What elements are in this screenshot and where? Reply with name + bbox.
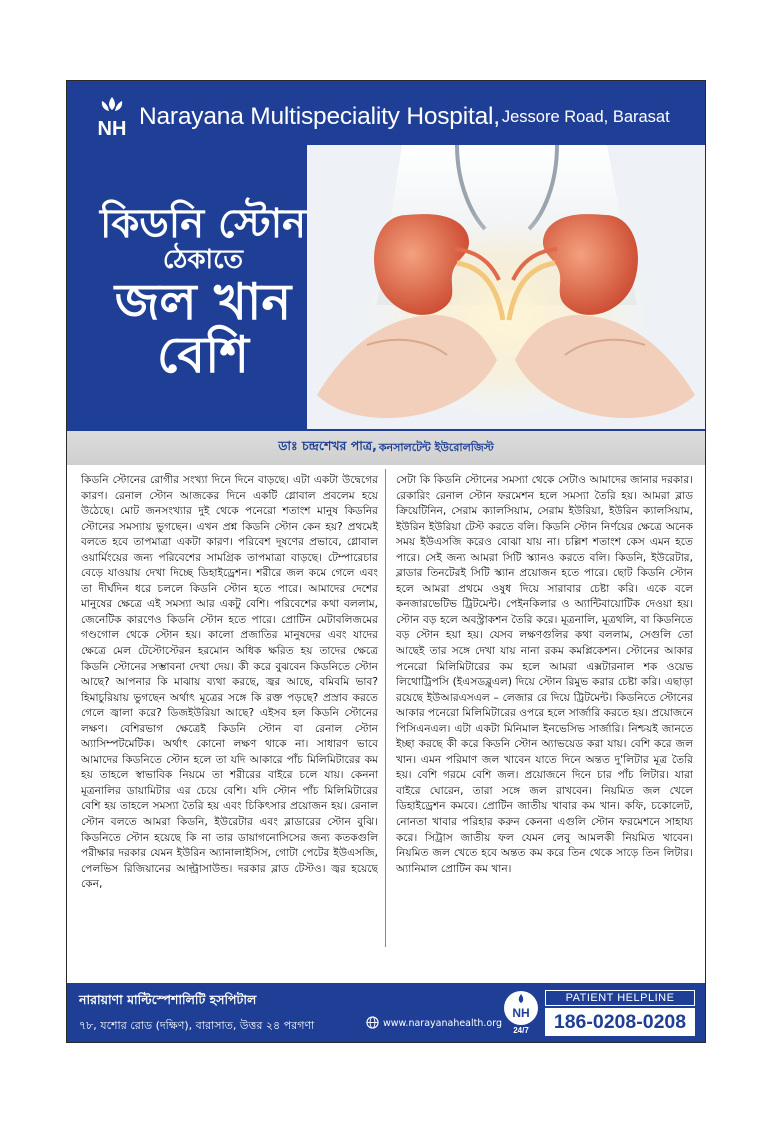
footer-address: ৭৮, যশোর রোড (দক্ষিণ), বারাসাত, উত্তর ২৪ পরগণা xyxy=(79,1019,315,1032)
byline-bar xyxy=(67,431,705,465)
nh-logo-icon xyxy=(89,95,135,139)
footer-website-link[interactable]: www.narayanahealth.org xyxy=(383,1018,502,1029)
helpline-label: PATIENT HELPLINE xyxy=(545,990,695,1006)
column-divider xyxy=(385,469,386,947)
headline-line-1: কিডনি স্টোন xyxy=(99,201,307,247)
kidney-illustration-icon xyxy=(307,145,705,429)
hospital-name: Narayana Multispeciality Hospital, xyxy=(139,103,500,130)
article-body xyxy=(81,473,693,943)
helpline-number[interactable]: 186-0208-0208 xyxy=(545,1008,695,1036)
helpline-logo-text: NH xyxy=(512,1006,530,1020)
footer-bar xyxy=(67,983,705,1042)
hero-banner xyxy=(67,81,705,431)
helpline-nh-logo-icon xyxy=(501,989,541,1035)
helpline-247-text: 24/7 xyxy=(513,1026,529,1035)
footer-hospital-name: নারায়াণা মাল্টিস্পেশালিটি হসপিটাল xyxy=(79,992,257,1007)
article-column-left: কিডনি স্টোনের রোগীর সংখ্যা দিনে দিনে বাড়ছে। এটা একটা উদ্বেগের কারণ। রেনাল স্টোন আজকের দিনে একটি গ্লোবাল প্রবলেম হয়ে উঠেছে। মোট জনসংখ্যার দুই থেকে পনেরো শতাংশ মানুষ কিডনির স্টোনের সমস্যায় ভুগছেন। এখন প্রশ্ন কিডনি স্টোন কেন হয়? প্রথমেই বলতে হবে তাপমাত্রা একটা কারণ। পরিবেশ দূষণের প্রভাবে, গ্লোবাল ওয়ার্মিংয়ের জন্য পরিবেশের সামগ্রিক তাপমাত্রা বাড়ছে। টেম্পারেচার বেড়ে যাওয়ায় দেখা দিচ্ছে ডিহাইড্রেশন। শরীরে জল কমে গেলে এবং তা দীর্ঘদিন ধরে চললে কিডনি স্টোন হতে পারে। আমাদের দেশের মানুষের ক্ষেত্রে এই সমস্যা আর একটু বেশি। পরিবেশের কথা বললাম, জেনেটিক কারণেও কিডনি স্টোন হতে পারে। প্রোটিন মেটাবলিজমের গণ্ডগোল থেকে স্টোন হয়। কালো প্রজাতির মানুষদের এবং যাদের ক্ষেত্রে মেল টেস্টোস্টেরন হরমোন অধিক ক্ষরিত হয় তাদের ক্ষেত্রে কিডনি স্টোনের সম্ভাবনা দেখা দেয়। কী করে বুঝবেন কিডনিতে স্টোন আছে? আপনার কি মাঝায় ব্যথা করছে, জ্বর আছে, বমিবমি ভাব? হিমাচুরিয়ায় ভুগছেন অর্থাৎ মূত্রের সঙ্গে কি রক্ত পড়ছে? প্রস্রাব করতে গেলে জ্বালা করে? ডিজইউরিয়া আছে? এইসব হল কিডনি স্টোনের লক্ষণ। বেশিরভাগ ক্ষেত্রেই কিডনি স্টোন বা রেনাল স্টোন অ্যাসিম্পটমেটিক। অর্থাৎ কোনো লক্ষণ থাকে না। সাধারণ ভাবে আমাদের কিডনিতে স্টোন হলে তা যদি আকারে পাঁচ মিলিমিটারের কম হয় তাহলে স্বাভাবিক নিয়মে তা শরীরের বাইরে চলে যায়। কেননা মূত্রনালির ডায়ামিটার এর চেয়ে বেশি। যদি স্টোন পাঁচ মিলিমিটারের বেশি হয় তাহলে সমস্যা তৈরি হয় এবং চিকিৎসার প্রয়োজন হয়। রেনাল স্টোন বলতে আমরা কিডনি, ইউরেটার এবং ব্লাডারের স্টোন বুঝি। কিডনিতে স্টোন হয়েছে কি না তার ডায়াগনোসিসের জন্য কতকগুলি পরীক্ষার দরকার যেমন ইউরিন অ্যানালাইসিস, গোটা পেটের ইউএসজি, পেলভিস রিজিয়ানের আল্ট্রাসাউন্ড। দরকার ব্লাড টেস্টও। জ্বর হয়েছে কেন, xyxy=(81,474,378,891)
headline-line-4: বেশি xyxy=(156,325,249,384)
nh-logo-text: NH xyxy=(97,118,127,139)
author-name: ডাঃ চন্দ্রশেখর পাত্র, xyxy=(278,438,377,453)
newspaper-page xyxy=(66,80,706,1043)
headline xyxy=(93,201,313,384)
hospital-location: Jessore Road, Barasat xyxy=(501,107,670,126)
headline-line-2: ঠেকাতে xyxy=(162,245,244,275)
hospital-brand xyxy=(89,95,670,139)
kidney-hands-photo xyxy=(307,145,705,429)
author-role: কনসালটেন্ট ইউরোলজিস্ট xyxy=(378,440,494,454)
patient-helpline xyxy=(545,990,695,1036)
headline-line-3: জল খান xyxy=(114,273,292,332)
globe-icon xyxy=(366,1016,379,1029)
article-column-right: সেটা কি কিডনি স্টোনের সমস্যা থেকে সেটাও আমাদের জানার দরকার। রেকারিং রেনাল স্টোন ফরমেশন হলে সমস্যা তৈরি হয়। আমরা ব্লাড ক্রিয়েটিনিন, সেরাম ক্যালসিয়াম, সেরাম ইউরিয়া, ইউরিন ক্যালসিয়াম, ইউরিন ইউরিয়া টেস্ট করতে বলি। কিডনি স্টোন নির্ণয়ের ক্ষেত্রে অনেক সময় ইউএসজি করেও বোঝা যায় না। চল্লিশ শতাংশ কেস এমন হতে পারে। সেই জন্য আমরা সিটি স্ক্যানও করতে বলি। কিডনি, ইউরেটার, ব্লাডার তিনটেরই সিটি স্ক্যান প্রয়োজন হতে পারে। ছোট কিডনি স্টোন হলে আমরা প্রথমে ওষুধ দিয়ে সারাবার চেষ্টা করি। একে বলে কনজারভেটিভ ট্রিটমেন্ট। পেইনকিলার ও অ্যান্টিবায়োটিক দেওয়া হয়। স্টোন বড় হলে অবস্ট্রাকশন তৈরি করে। মূত্রনালি, মূত্রথলি, বা কিডনিতে বড় স্টোন হয়া হয়। যেসব লক্ষণগুলির কথা বললাম, সেগুলি তো আছেই তার সঙ্গে দেখা যায় নানা রকম কমপ্লিকেশন। স্টোনের আকার পনেরো মিলিমিটারের কম হলে আমরা এক্সটারনাল শক ওয়েভ লিথোট্রিপসি (ইএসডব্লুএল) দিয়ে স্টোন রিমুভ করার চেষ্টা করি। এছাড়া রয়েছে ইউআরএসএল – লেজার রে দিয়ে ট্রিটমেন্ট। কিডনিতে স্টোনের আকার পনেরো মিলিমিটারের ওপরে হলে সার্জারি করতে হয়। প্রয়োজনে পিসিএনএল। এটা একটা মিনিমাল ইনভেসিভ সার্জারি। নিশ্চয়ই জানতে ইচ্ছা করছে কী করে কিডনি স্টোন অ্যাভয়েড করা যায়। বেশি করে জল খান। এমন পরিমাণ জল খাবেন যাতে দিনে অন্তত দু'লিটার মূত্র তৈরি হয়। বেশি গরমে বেশি জল। প্রয়োজনে দিনে চার পাঁচ লিটার। যারা বাইরে ঘোরেন, তারা সঙ্গে জল রাখবেন। নিয়মিত জল খেলে ডিহাইড্রেশন কমবে। প্রোটিন জাতীয় খাবার কম খান। কফি, চকোলেট, নোনতা খাবার পরিহার করুন কেননা এগুলি স্টোন ফরমেশনে সাহায্য করে। সিট্রাস জাতীয় ফল যেমন লেবু আমলকী নিয়মিত খাবেন। নিয়মিত জল খেতে হবে অন্তত কম করে তিন থেকে সাড়ে তিন লিটার। অ্যানিমাল প্রোটিন কম খান। xyxy=(396,474,693,875)
